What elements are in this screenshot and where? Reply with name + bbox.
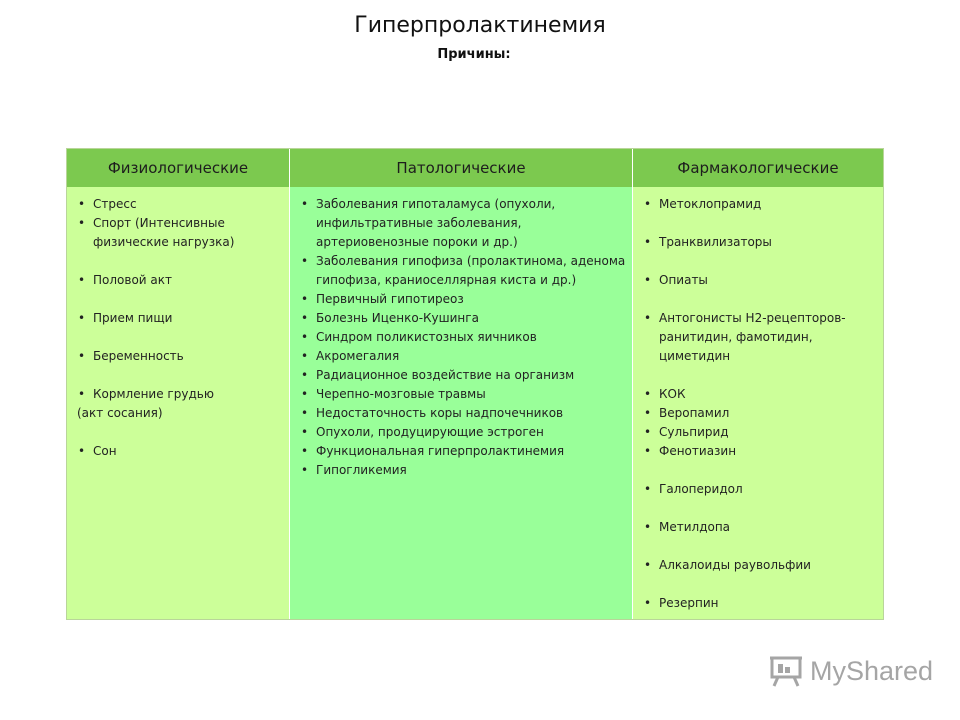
list-item: • Опухоли, продуцирующие эстроген xyxy=(300,423,626,442)
list-item: • Кормление грудью xyxy=(77,385,283,404)
pharmacological-cell xyxy=(633,187,883,619)
watermark-text: MyShared xyxy=(810,655,934,686)
column-header-physiological: Физиологические xyxy=(67,149,290,187)
list-item: • Синдром поликистозных яичников xyxy=(300,328,626,347)
list-item-continuation: (акт сосания) xyxy=(77,406,163,420)
list-item: • Метоклопрамид xyxy=(643,195,877,214)
list-item: • Болезнь Иценко-Кушинга xyxy=(300,309,626,328)
list-item: • Резерпин xyxy=(643,594,877,613)
physiological-cell xyxy=(67,187,290,619)
list-item: • Антогонисты Н2-рецепторов- ранитидин, фамотидин, циметидин xyxy=(643,309,877,366)
list-item: • Функциональная гиперпролактинемия xyxy=(300,442,626,461)
list-item: • Акромегалия xyxy=(300,347,626,366)
column-header-pathological: Патологические xyxy=(290,149,633,187)
list-item: • Заболевания гипоталамуса (опухоли, инфильтративные заболевания, артериовенозные пороки и др.) xyxy=(300,195,626,252)
list-item: • Сульпирид xyxy=(643,423,877,442)
list-item: • Опиаты xyxy=(643,271,877,290)
list-item: • Радиационное воздействие на организм xyxy=(300,366,626,385)
list-item: • Веропамил xyxy=(643,404,877,423)
list-item: • Алкалоиды раувольфии xyxy=(643,556,877,575)
table-header-row xyxy=(67,149,883,187)
myshared-logo xyxy=(768,655,933,687)
page-subtitle: Причины: xyxy=(437,47,511,62)
list-item: • Черепно-мозговые травмы xyxy=(300,385,626,404)
list-item: • Галоперидол xyxy=(643,480,877,499)
table-body-row xyxy=(67,187,883,619)
list-item: • Спорт (Интенсивные физические нагрузка) xyxy=(77,214,283,252)
list-item: • Прием пищи xyxy=(77,309,283,328)
list-item: • Недостаточность коры надпочечников xyxy=(300,404,626,423)
list-item: • Заболевания гипофиза (пролактинома, аденома гипофиза, краниоселлярная киста и др.) xyxy=(300,252,626,290)
list-item: • Сон xyxy=(77,442,283,461)
list-item: • Беременность xyxy=(77,347,283,366)
page-title: Гиперпролактинемия xyxy=(354,13,606,38)
list-item: • Метилдопа xyxy=(643,518,877,537)
causes-table xyxy=(67,149,883,619)
presentation-board-icon xyxy=(768,655,804,687)
list-item: • Половой акт xyxy=(77,271,283,290)
list-item: • Гипогликемия xyxy=(300,461,626,480)
list-item: • Стресс xyxy=(77,195,283,214)
list-item: • Транквилизаторы xyxy=(643,233,877,252)
list-item: • Фенотиазин xyxy=(643,442,877,461)
list-item: • Первичный гипотиреоз xyxy=(300,290,626,309)
column-header-pharmacological: Фармакологические xyxy=(677,159,839,177)
pathological-cell xyxy=(290,187,633,619)
list-item: • КОК xyxy=(643,385,877,404)
